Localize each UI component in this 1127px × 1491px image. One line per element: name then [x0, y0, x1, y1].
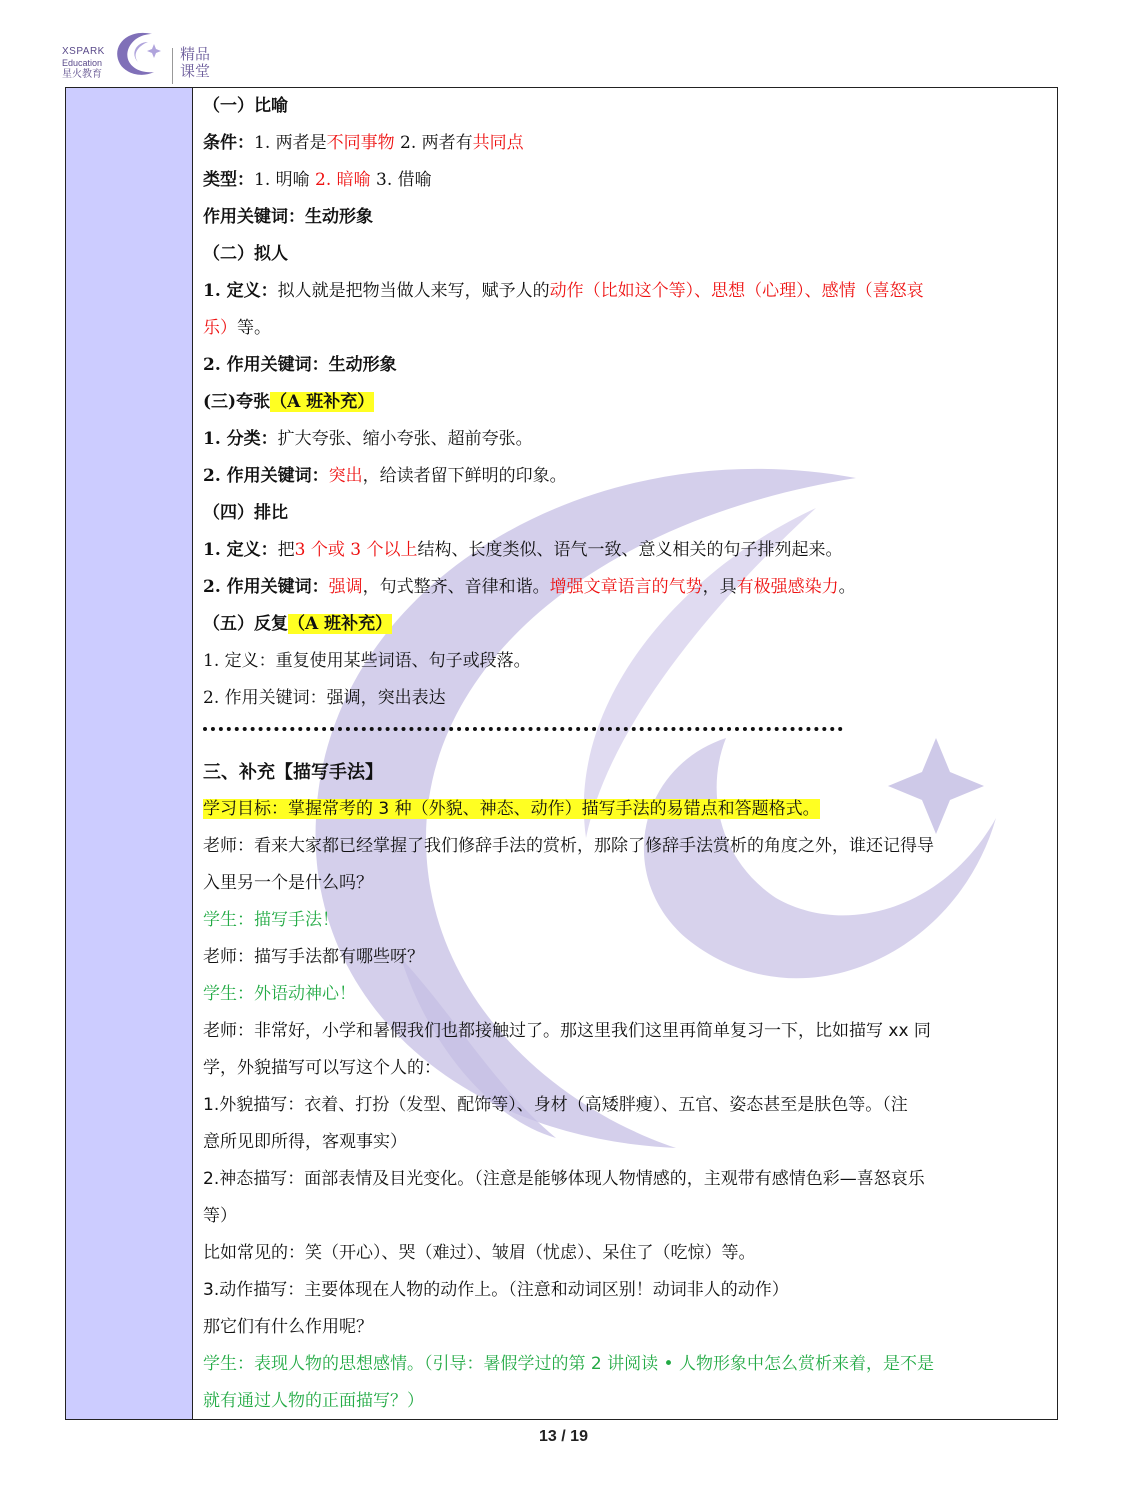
heading-personification: （二）拟人: [203, 244, 288, 264]
learning-objective: 学习目标：掌握常考的 3 种（外貌、神态、动作）描写手法的易错点和答题格式。: [203, 799, 820, 819]
text-line: 3.动作描写：主要体现在人物的动作上。（注意和动词区别！动词非人的动作）: [203, 1280, 789, 1300]
text-line: 条件：1. 两者是不同事物 2. 两者有共同点: [203, 133, 524, 153]
text-line: 老师：看来大家都已经掌握了我们修辞手法的赏析，那除了修辞手法赏析的角度之外，谁还记得导: [203, 836, 934, 856]
xspark-logo-icon: [108, 24, 164, 84]
text-line: 乐）等。: [203, 318, 271, 338]
text-line: 类型：1. 明喻 2. 暗喻 3. 借喻: [203, 170, 432, 190]
text-line: 老师：描写手法都有哪些呀？: [203, 947, 424, 967]
text-line: 1. 定义：重复使用某些词语、句子或段落。: [203, 651, 531, 671]
text-line: 2. 作用关键词：强调，突出表达: [203, 688, 446, 708]
text-line: 意所见即所得，客观事实）: [203, 1132, 407, 1152]
text-line: 学，外貌描写可以写这个人的：: [203, 1058, 441, 1078]
text-line: 1.外貌描写：衣着、打扮（发型、配饰等）、身材（高矮胖瘦）、五官、姿态甚至是肤色等。（注: [203, 1095, 908, 1115]
heading-metaphor: （一）比喻: [203, 96, 288, 116]
text-line: 比如常见的：笑（开心）、哭（难过）、皱眉（忧虑）、呆住了（吃惊）等。: [203, 1243, 756, 1263]
logo-text-en: XSPARK: [62, 46, 105, 57]
text-line: 2.神态描写：面部表情及目光变化。（注意是能够体现人物情感的，主观带有感情色彩—喜怒哀乐: [203, 1169, 925, 1189]
dotted-separator: [203, 727, 843, 731]
heading-hyperbole: (三)夸张（A 班补充）: [203, 392, 375, 412]
heading-parallelism: （四）排比: [203, 503, 288, 523]
header-divider: [172, 48, 173, 84]
student-line: 就有通过人物的正面描写？）: [203, 1391, 424, 1411]
logo-text-cn: 星火教育: [62, 69, 102, 80]
content-table: [65, 87, 1058, 1420]
text-line: 2. 作用关键词：强调，句式整齐、音律和谐。增强文章语言的气势，具有极强感染力。: [203, 577, 856, 597]
text-line: 等）: [203, 1206, 237, 1226]
text-line: 2. 作用关键词：生动形象: [203, 355, 397, 375]
text-line: 2. 作用关键词：突出，给读者留下鲜明的印象。: [203, 466, 567, 486]
text-line: 作用关键词：生动形象: [203, 207, 373, 227]
section-title: 三、补充【描写手法】: [203, 762, 383, 783]
logo-text-sub: Education: [62, 58, 103, 68]
student-line: 学生：外语动神心！: [203, 984, 356, 1004]
text-line: 1. 分类：扩大夸张、缩小夸张、超前夸张。: [203, 429, 533, 449]
left-column: [66, 88, 193, 1419]
header-badge: 精品 课堂: [180, 45, 211, 80]
text-line: 入里另一个是什么吗？: [203, 873, 373, 893]
page-number: 13 / 19: [539, 1428, 588, 1445]
text-line: 那它们有什么作用呢？: [203, 1317, 373, 1337]
heading-repetition: （五）反复（A 班补充）: [203, 614, 393, 634]
student-line: 学生：描写手法！: [203, 910, 339, 930]
page-header: [58, 22, 318, 86]
text-line: 1. 定义：把3 个或 3 个以上结构、长度类似、语气一致、意义相关的句子排列起来。: [203, 540, 843, 560]
text-line: 老师：非常好，小学和暑假我们也都接触过了。那这里我们这里再简单复习一下，比如描写 xx 同: [203, 1021, 931, 1041]
text-line: 1. 定义：拟人就是把物当做人来写，赋予人的动作（比如这个等）、思想（心理）、感情（喜怒哀: [203, 281, 924, 301]
student-line: 学生：表现人物的思想感情。（引导：暑假学过的第 2 讲阅读 • 人物形象中怎么赏析来着，是不是: [203, 1354, 934, 1374]
